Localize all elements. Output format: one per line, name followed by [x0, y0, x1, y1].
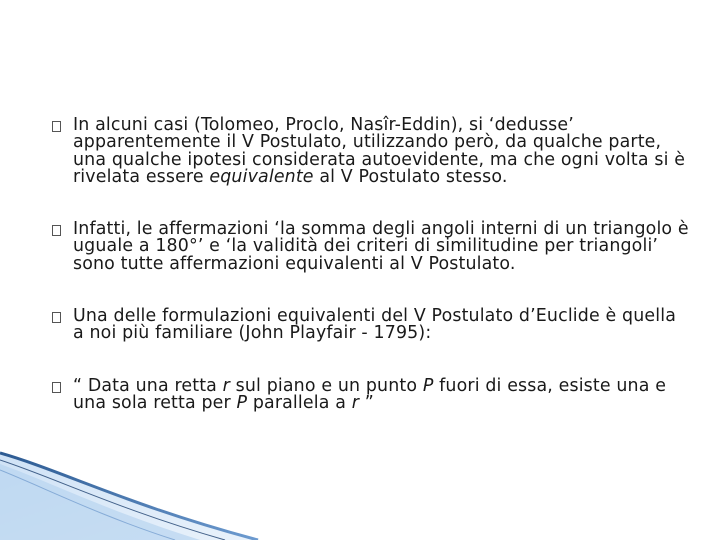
bullet-text-3: Una delle formulazioni equivalenti del V Postulato d’Euclide è quella a noi più familiare (John Playfair - 1795):	[73, 306, 677, 344]
bullet-list	[52, 117, 692, 412]
bullet-text-2: Infatti, le affermazioni ‘la somma degli angoli interni di un triangolo è uguale a 180°’ e ‘la validità dei criteri di similitudine per triangoli’ sono tutte affermazioni equivalenti al V Postulato.	[73, 219, 689, 274]
square-bullet-icon	[52, 382, 61, 393]
bullet-text-4-part-3: fuori di essa, esiste una e una sola retta per	[73, 375, 667, 413]
bullet-text-1-end: al V Postulato stesso.	[313, 166, 508, 187]
decorative-wave-graphic	[0, 450, 260, 540]
bullet-item-2	[52, 221, 692, 273]
bullet-text-4-part-4: parallela a	[247, 392, 352, 413]
bullet-item-1	[52, 117, 692, 186]
bullet-text-1: In alcuni casi (Tolomeo, Proclo, Nasîr-Eddin), si ‘dedusse’ apparentemente il V Postulato, utilizzando però, da qualche parte, una qualche ipotesi considerata autoevidente, ma che ogni volta si è rivelata essere	[73, 115, 686, 187]
variable-p: P	[236, 392, 248, 413]
bullet-item-4	[52, 375, 692, 413]
bullet-text-4-part-2: sul piano e un punto	[229, 375, 423, 396]
bullet-item-3	[52, 308, 692, 343]
bullet-text-1-italic: equivalente	[209, 166, 314, 187]
square-bullet-icon	[52, 225, 61, 236]
variable-r: r	[351, 392, 360, 413]
bullet-text-4-part-5: ”	[359, 392, 374, 413]
square-bullet-icon	[52, 121, 61, 132]
square-bullet-icon	[52, 312, 61, 323]
variable-r: r	[222, 375, 230, 396]
bullet-text-4-part-1: “ Data una retta	[73, 375, 223, 396]
variable-p: P	[422, 375, 434, 396]
